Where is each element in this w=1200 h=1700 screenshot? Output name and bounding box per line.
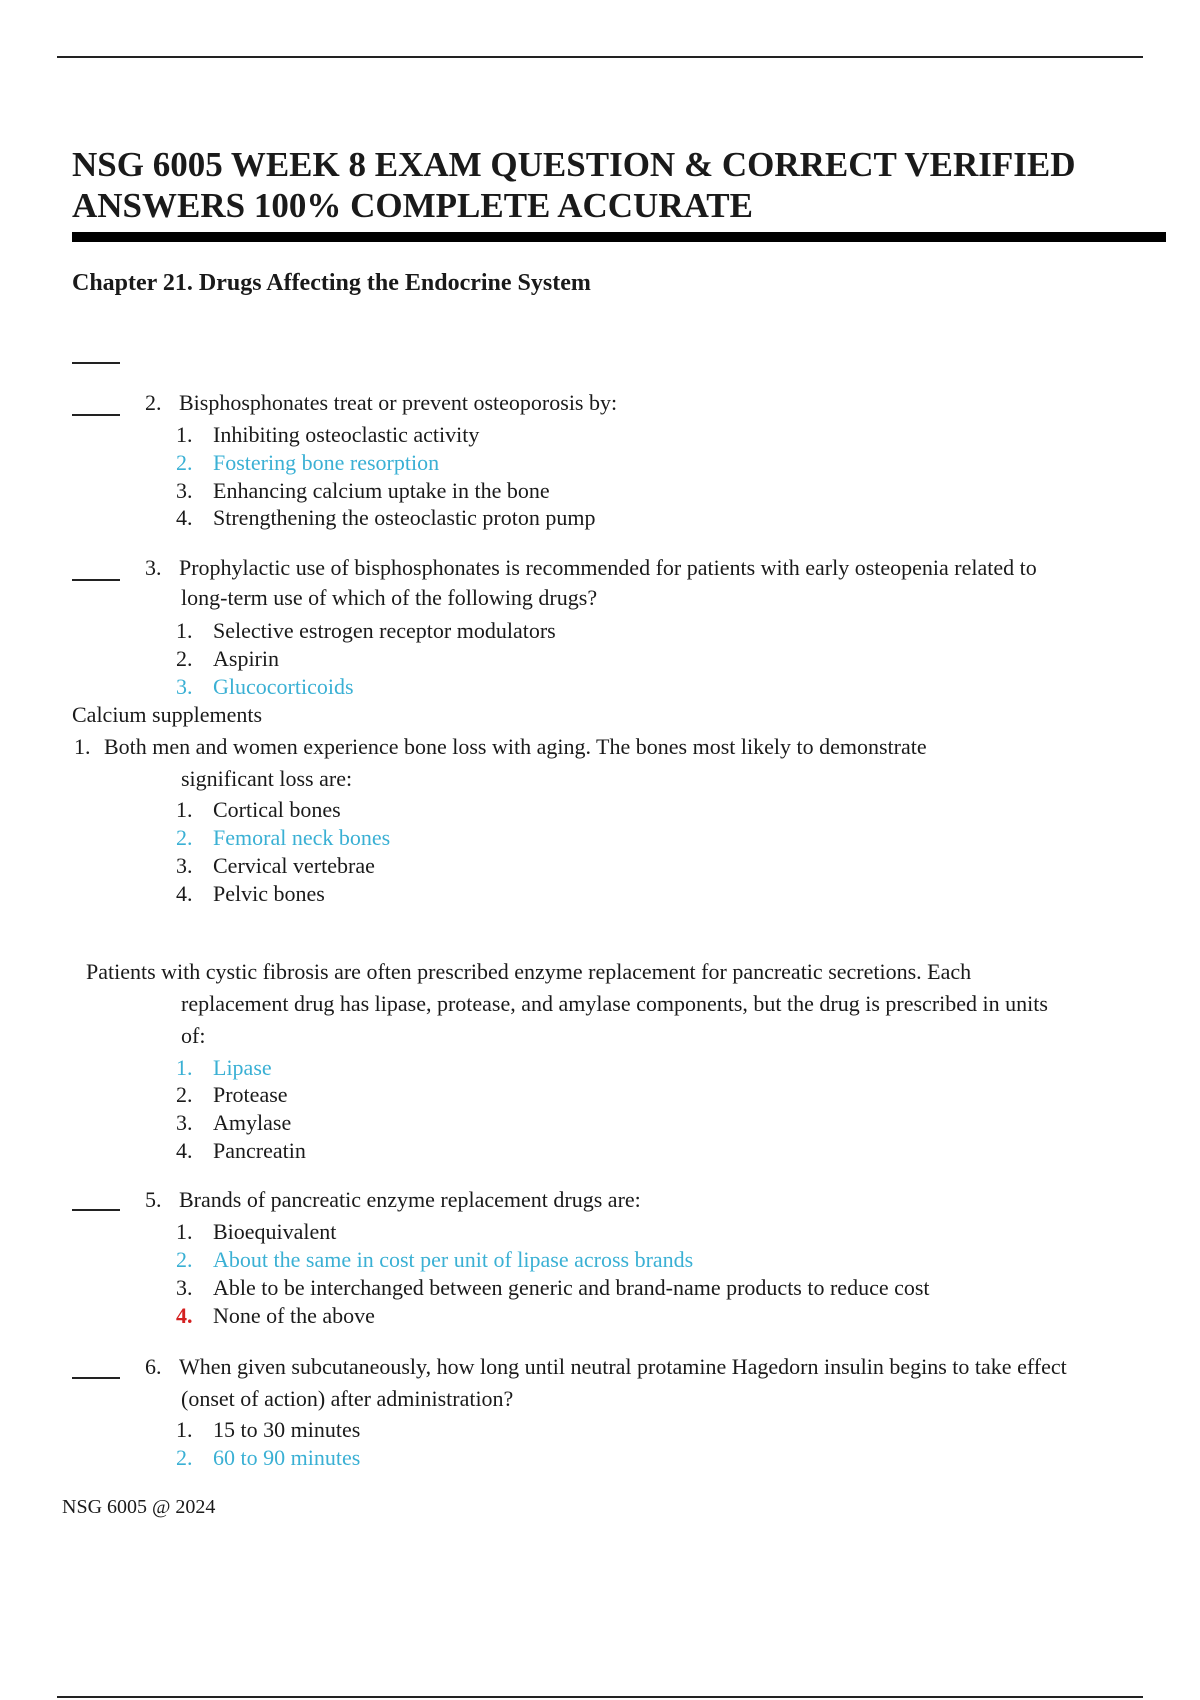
option [176,645,279,673]
question-2 [145,388,617,418]
option [176,421,479,449]
option-text: Pancreatin [213,1138,306,1163]
top-rule [57,56,1143,58]
title-underline-bar [72,232,1166,242]
question-text-continued: significant loss are: [181,766,353,791]
question-number: 6. [145,1354,162,1379]
question-bone-loss [74,732,927,762]
question-number: 2. [145,390,162,415]
option [176,477,550,505]
option-number: 1. [176,797,193,822]
answer-blank [72,1209,120,1211]
option-number: 1. [176,1055,193,1080]
option [176,617,556,645]
title-line-2: ANSWERS 100% COMPLETE ACCURATE [72,186,753,225]
question-number: 5. [145,1187,162,1212]
question-text: Brands of pancreatic enzyme replacement drugs are: [179,1187,641,1212]
option-text: Strengthening the osteoclastic proton pump [213,505,596,530]
option-number-marked: 4. [176,1303,193,1328]
chapter-heading: Chapter 21. Drugs Affecting the Endocrine System [72,270,591,296]
document-title [72,144,1162,226]
page-footer: NSG 6005 @ 2024 [62,1496,216,1518]
option-number: 2. [176,646,193,671]
question-text-continued: (onset of action) after administration? [181,1386,514,1411]
option [176,504,596,532]
bottom-rule [57,1696,1143,1698]
option-correct [176,824,390,852]
option [176,1081,288,1109]
question-text-continued: replacement drug has lipase, protease, and amylase components, but the drug is prescribed in units [181,991,1048,1016]
question-text: Both men and women experience bone loss with aging. The bones most likely to demonstrate [104,734,927,759]
option-number: 3. [176,1275,193,1300]
option-number: 3. [176,674,193,699]
option [176,880,325,908]
option-text: Cortical bones [213,797,341,822]
answer-blank [72,362,120,364]
option-number: 2. [176,1445,193,1470]
option-correct [176,1444,360,1472]
option [176,1274,930,1302]
question-text-continued: of: [181,1023,206,1048]
option-text: Amylase [213,1110,292,1135]
option-text: Pelvic bones [213,881,325,906]
option-number: 1. [176,422,193,447]
answer-blank [72,579,120,581]
option-number: 2. [176,1082,193,1107]
option [176,1416,360,1444]
option-number: 1. [176,618,193,643]
option [176,1218,336,1246]
option [176,796,341,824]
question-number: 1. [74,734,91,759]
option-text: Femoral neck bones [213,825,391,850]
option-number: 3. [176,478,193,503]
option-text: 15 to 30 minutes [213,1417,361,1442]
question-text: Prophylactic use of bisphosphonates is recommended for patients with early osteopenia related to [179,555,1037,580]
option-number: 4. [176,505,193,530]
option-text: Able to be interchanged between generic and brand-name products to reduce cost [213,1275,930,1300]
option-text: Glucocorticoids [213,674,354,699]
option-correct [176,449,439,477]
question-text-continued: long-term use of which of the following drugs? [181,585,598,610]
question-5 [145,1185,641,1215]
option-text: Fostering bone resorption [213,450,440,475]
option-text: Aspirin [213,646,279,671]
option-text: 60 to 90 minutes [213,1445,361,1470]
option-text: Protease [213,1082,288,1107]
option-text: Enhancing calcium uptake in the bone [213,478,550,503]
option-number: 1. [176,1417,193,1442]
option-text: Selective estrogen receptor modulators [213,618,556,643]
option-correct [176,1054,272,1082]
option-number: 1. [176,1219,193,1244]
question-text: Bisphosphonates treat or prevent osteoporosis by: [179,390,618,415]
title-line-1: NSG 6005 WEEK 8 EXAM QUESTION & CORRECT VERIFIED [72,145,1076,184]
option [176,1302,375,1330]
option [176,1137,306,1165]
option-text: Lipase [213,1055,272,1080]
option-text: None of the above [213,1303,375,1328]
option-text: Cervical vertebrae [213,853,375,878]
option-number: 2. [176,825,193,850]
question-cystic-fibrosis: Patients with cystic fibrosis are often prescribed enzyme replacement for pancreatic secretions. Each [86,959,972,984]
question-3 [145,553,1037,583]
option-text: About the same in cost per unit of lipase across brands [213,1247,694,1272]
option [176,852,375,880]
option-number: 2. [176,450,193,475]
question-number: 3. [145,555,162,580]
stray-option-text: Calcium supplements [72,702,263,727]
option-number: 4. [176,881,193,906]
option-number: 2. [176,1247,193,1272]
option-number: 3. [176,853,193,878]
question-6 [145,1352,1067,1382]
option-correct [176,1246,693,1274]
option-number: 4. [176,1138,193,1163]
option-text: Bioequivalent [213,1219,337,1244]
option [176,1109,291,1137]
option-correct [176,673,354,701]
option-number: 3. [176,1110,193,1135]
question-text: When given subcutaneously, how long until neutral protamine Hagedorn insulin begins to take effect [179,1354,1067,1379]
answer-blank [72,1377,120,1379]
option-text: Inhibiting osteoclastic activity [213,422,480,447]
answer-blank [72,414,120,416]
